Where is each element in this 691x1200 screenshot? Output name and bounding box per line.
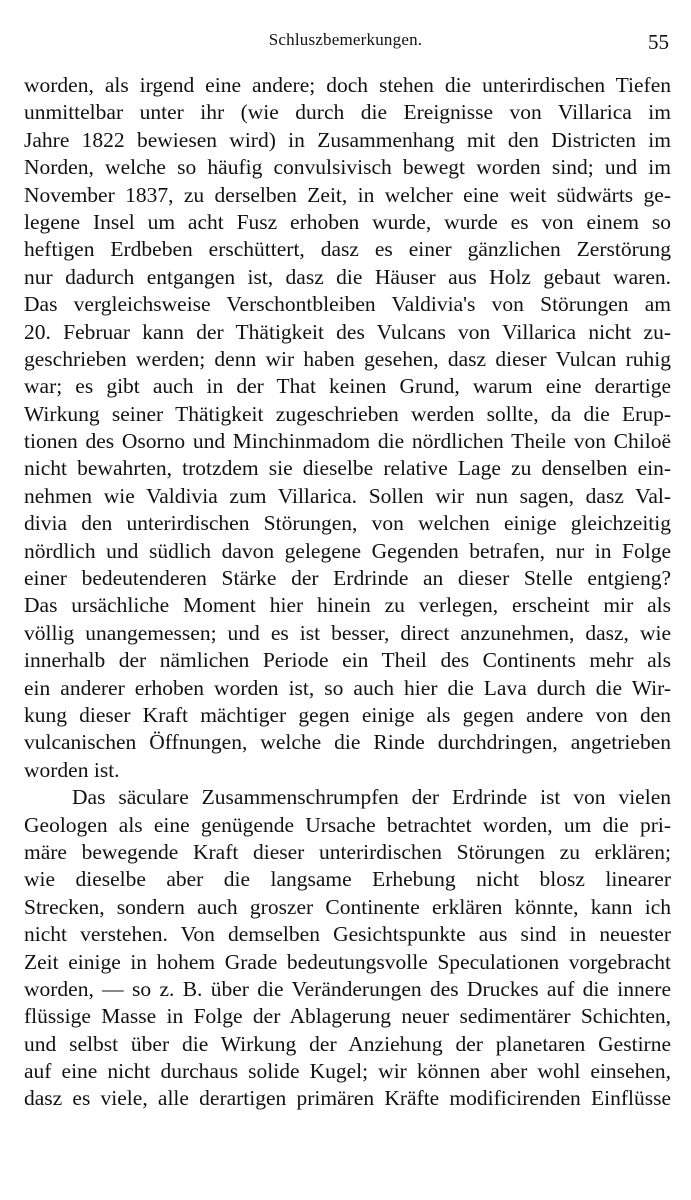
text-line: legene Insel um acht Fusz erhoben wurde, wurde es von einem so (24, 209, 671, 234)
text-line: divia den unterirdischen Störungen, von welchen einige gleichzeitig (24, 511, 671, 536)
text-line: kung dieser Kraft mächtiger gegen einige als gegen andere von den (24, 702, 671, 727)
text-line: nur dadurch entgangen ist, dasz die Häuser aus Holz gebaut waren. (24, 264, 671, 289)
text-line: worden, als irgend eine andere; doch stehen die unterirdischen Tiefen (24, 73, 671, 97)
text-line: völlig unangemessen; und es ist besser, direct anzunehmen, dasz, wie (24, 620, 671, 645)
paragraph-start-line: Das säculare Zusammenschrumpfen der Erdrinde ist von vielen (72, 785, 671, 810)
text-line: worden, — so z. B. über die Veränderungen des Druckes auf die innere (24, 976, 671, 1001)
text-line: nehmen wie Valdivia zum Villarica. Sollen wir nun sagen, dasz Val- (24, 483, 671, 508)
text-line: war; es gibt auch in der That keinen Grund, warum eine derartige (24, 374, 671, 399)
text-line: unmittelbar unter ihr (wie durch die Ereignisse von Villarica im (24, 100, 671, 125)
text-line: November 1837, zu derselben Zeit, in welcher eine weit südwärts ge- (24, 182, 671, 207)
running-head (0, 30, 691, 56)
page-number: 55 (648, 30, 669, 54)
text-line: nicht bewahrten, trotzdem sie dieselbe relative Lage zu denselben ein- (24, 456, 671, 481)
text-line: tionen des Osorno und Minchinmadom die nördlichen Theile von Chiloë (24, 429, 671, 454)
text-line: Norden, welche so häufig convulsivisch bewegt worden sind; und im (24, 155, 671, 180)
running-title: Schluszbemerkungen. (268, 30, 423, 49)
text-line: Das vergleichsweise Verschontbleiben Valdivia's von Störungen am (24, 292, 671, 317)
text-line: geschrieben werden; denn wir haben gesehen, dasz dieser Vulcan ruhig (24, 346, 671, 371)
text-line: vulcanischen Öffnungen, welche die Rinde durchdringen, angetrieben (24, 730, 671, 755)
text-line: ein anderer erhoben worden ist, so auch hier die Lava durch die Wir- (24, 675, 671, 700)
text-line: wie dieselbe aber die langsame Erhebung nicht blosz linearer (24, 867, 671, 892)
text-line: märe bewegende Kraft dieser unterirdischen Störungen zu erklären; (24, 839, 671, 864)
text-line: einer bedeutenderen Stärke der Erdrinde an dieser Stelle entgieng? (24, 566, 671, 591)
text-line: nicht verstehen. Von demselben Gesichtspunkte aus sind in neuester (24, 922, 671, 947)
text-line: innerhalb der nämlichen Periode ein Theil des Continents mehr als (24, 648, 671, 673)
text-line: heftigen Erdbeben erschüttert, dasz es einer gänzlichen Zerstörung (24, 237, 671, 262)
text-line: Geologen als eine genügende Ursache betrachtet worden, um die pri- (24, 812, 671, 837)
text-line: auf eine nicht durchaus solide Kugel; wir können aber wohl einsehen, (24, 1059, 671, 1084)
body-text (24, 72, 671, 1113)
text-line: Strecken, sondern auch groszer Continente erklären könnte, kann ich (24, 894, 671, 919)
text-line: Zeit einige in hohem Grade bedeutungsvolle Speculationen vorgebracht (24, 949, 671, 974)
paragraph-end-line: worden ist. (24, 757, 120, 782)
text-line: dasz es viele, alle derartigen primären Kräfte modificirenden Einflüsse (24, 1086, 671, 1111)
text-line: flüssige Masse in Folge der Ablagerung neuer sedimentärer Schichten, (24, 1004, 671, 1029)
text-line: Jahre 1822 bewiesen wird) in Zusammenhang mit den Districten im (24, 127, 671, 152)
text-line: nördlich und südlich davon gelegene Gegenden betrafen, nur in Folge (24, 538, 671, 563)
text-line: Das ursächliche Moment hier hinein zu verlegen, erscheint mir als (24, 593, 671, 618)
text-line: und selbst über die Wirkung der Anziehung der planetaren Gestirne (24, 1031, 671, 1056)
text-line: 20. Februar kann der Thätigkeit des Vulcans von Villarica nicht zu- (24, 319, 671, 344)
text-line: Wirkung seiner Thätigkeit zugeschrieben werden sollte, da die Erup- (24, 401, 671, 426)
